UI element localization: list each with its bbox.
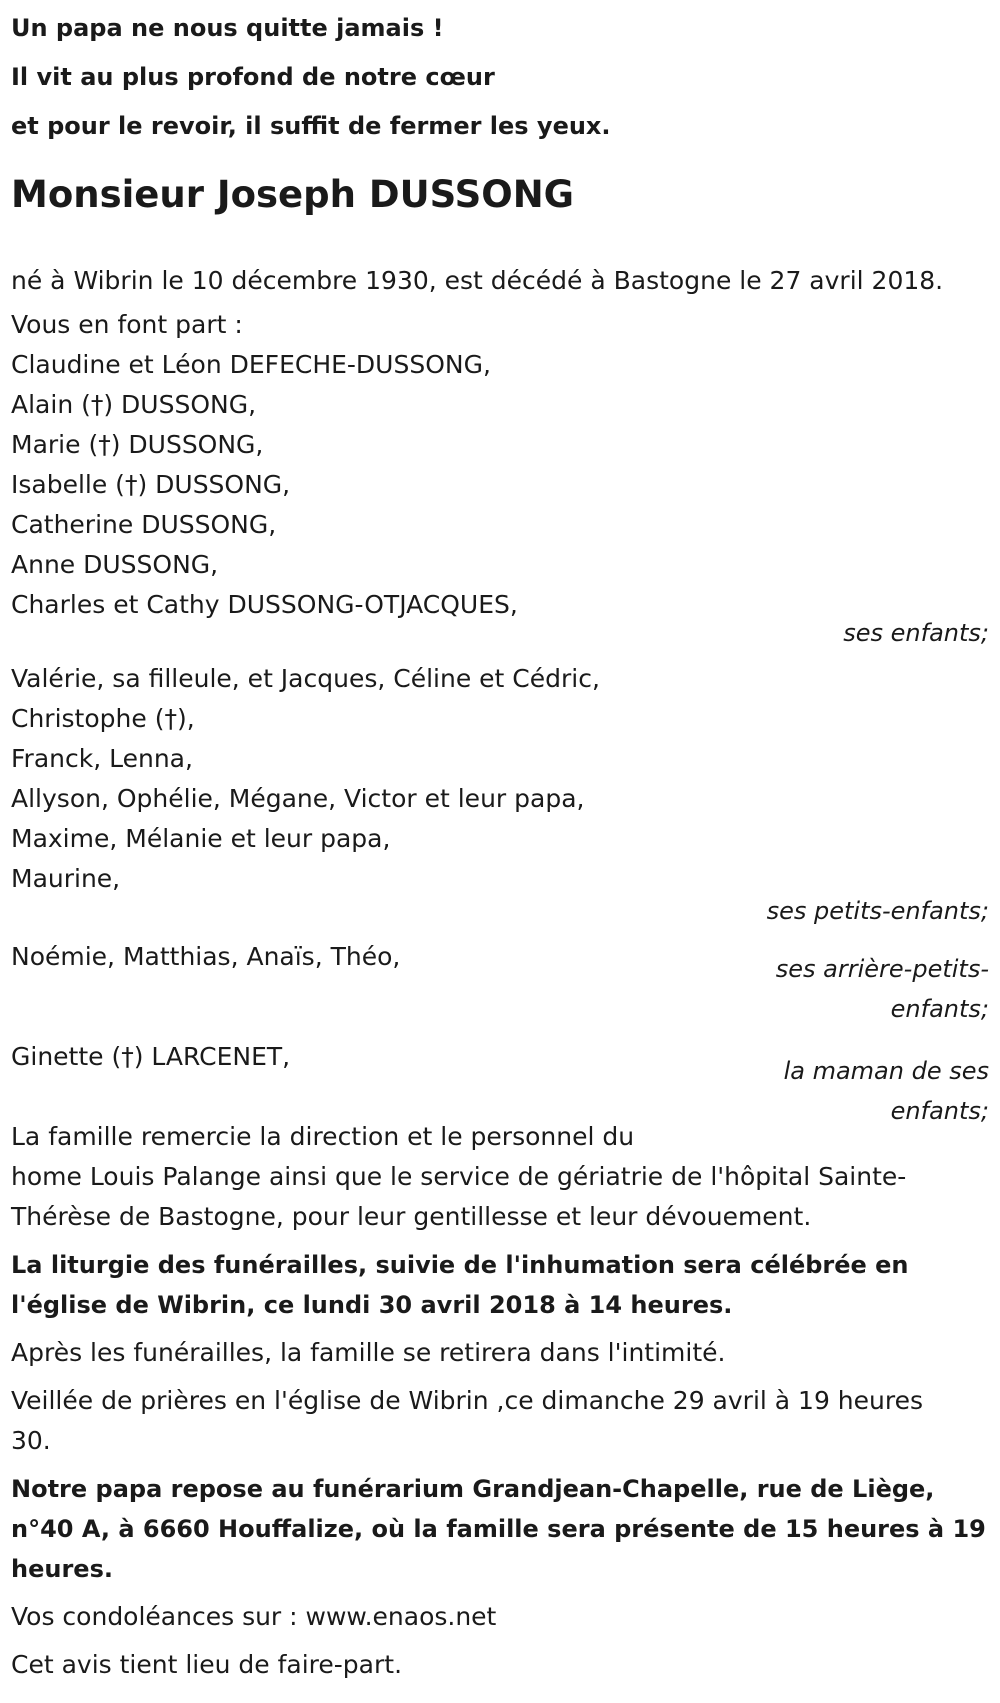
family-member: Noémie, Matthias, Anaïs, Théo, <box>11 942 401 971</box>
relationship-label-line: enfants; <box>890 995 989 1023</box>
family-member: Christophe (†), <box>11 704 195 733</box>
family-member: Marie (†) DUSSONG, <box>11 430 264 459</box>
paragraph-line: l'église de Wibrin, ce lundi 30 avril 2018 à 14 heures. <box>11 1291 733 1319</box>
family-member: Allyson, Ophélie, Mégane, Victor et leur papa, <box>11 784 585 813</box>
after-funeral-note: Après les funérailles, la famille se retirera dans l'intimité. <box>11 1338 726 1367</box>
relationship-label: ses petits-enfants; <box>766 897 989 925</box>
paragraph-line: La famille remercie la direction et le personnel du <box>11 1122 635 1151</box>
announcement-intro: Vous en font part : <box>11 310 243 339</box>
quote-line: Un papa ne nous quitte jamais ! <box>11 14 444 42</box>
family-member: Valérie, sa filleule, et Jacques, Céline et Cédric, <box>11 664 600 693</box>
deceased-name: Monsieur Joseph DUSSONG <box>11 173 575 216</box>
vigil-paragraph <box>11 1381 941 1461</box>
family-member: Isabelle (†) DUSSONG, <box>11 470 291 499</box>
paragraph-line: Notre papa repose au funérarium Grandjean-Chapelle, rue de Liège, <box>11 1475 935 1503</box>
family-member: Franck, Lenna, <box>11 744 193 773</box>
great-grandchildren-group <box>11 937 989 1029</box>
family-member: Maurine, <box>11 864 121 893</box>
family-member: Catherine DUSSONG, <box>11 510 277 539</box>
family-member: Alain (†) DUSSONG, <box>11 390 257 419</box>
paragraph-line: La liturgie des funérailles, suivie de l'inhumation sera célébrée en <box>11 1251 909 1279</box>
epitaph-quote <box>11 0 989 151</box>
family-member: Ginette (†) LARCENET, <box>11 1042 291 1071</box>
birth-death-statement: né à Wibrin le 10 décembre 1930, est décédé à Bastogne le 27 avril 2018. <box>11 266 944 295</box>
family-member: Charles et Cathy DUSSONG-OTJACQUES, <box>11 590 518 619</box>
paragraph-line: 30. <box>11 1426 51 1455</box>
family-member: Anne DUSSONG, <box>11 550 219 579</box>
relationship-label <box>784 1051 989 1131</box>
relationship-label <box>776 949 989 1029</box>
mother-of-children-group <box>11 1037 989 1125</box>
relationship-label-line: la maman de ses <box>783 1057 989 1085</box>
relationship-label-line: ses arrière-petits- <box>775 955 989 983</box>
family-member: Maxime, Mélanie et leur papa, <box>11 824 391 853</box>
notice-statement: Cet avis tient lieu de faire-part. <box>11 1650 403 1679</box>
paragraph-line: Thérèse de Bastogne, pour leur gentillesse et leur dévouement. <box>11 1202 812 1231</box>
condolences-link-text: Vos condoléances sur : www.enaos.net <box>11 1602 497 1631</box>
children-group <box>11 345 989 653</box>
paragraph-line: home Louis Palange ainsi que le service de gériatrie de l'hôpital Sainte- <box>11 1162 907 1191</box>
funeral-liturgy-paragraph <box>11 1245 989 1325</box>
thanks-paragraph <box>11 1117 971 1237</box>
paragraph-line: Veillée de prières en l'église de Wibrin ,ce dimanche 29 avril à 19 heures <box>11 1386 924 1415</box>
relationship-label: ses enfants; <box>843 619 989 647</box>
quote-line: et pour le revoir, il suffit de fermer les yeux. <box>11 112 611 140</box>
quote-line: Il vit au plus profond de notre cœur <box>11 63 495 91</box>
relationship-label-line: enfants; <box>890 1097 989 1125</box>
family-member: Claudine et Léon DEFECHE-DUSSONG, <box>11 350 491 379</box>
grandchildren-group <box>11 659 989 931</box>
paragraph-line: heures. <box>11 1555 113 1583</box>
paragraph-line: n°40 A, à 6660 Houffalize, où la famille sera présente de 15 heures à 19 <box>11 1515 986 1543</box>
funeral-home-paragraph <box>11 1469 991 1589</box>
